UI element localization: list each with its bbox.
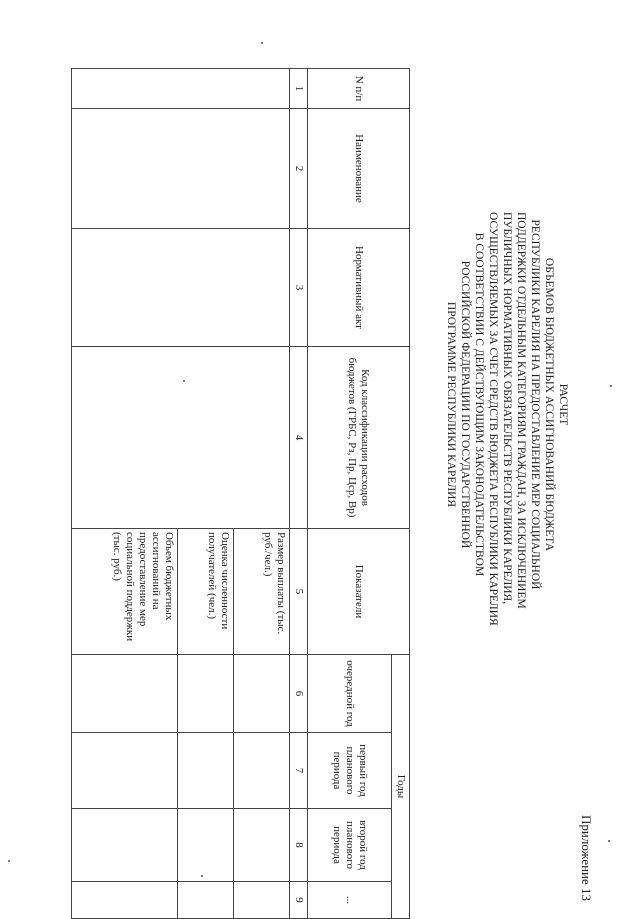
scan-speck — [261, 42, 263, 44]
scan-speck — [610, 385, 612, 387]
title-line: РЕСПУБЛИКИ КАРЕЛИЯ НА ПРЕДОСТАВЛЕНИЕ МЕР СОЦИАЛЬНОЙ — [529, 219, 541, 590]
table-row — [234, 69, 290, 919]
title-line: РОССИЙСКОЙ ФЕДЕРАЦИИ ПО ГОСУДАРСТВЕННОЙ — [459, 260, 471, 549]
indicator-recipients: Оценка численности получателей (чел.) — [178, 529, 234, 655]
header-indicators: Показатели — [308, 529, 410, 655]
column-number: 2 — [290, 109, 308, 229]
scan-speck — [8, 860, 10, 862]
header-year-next: очередной год — [308, 655, 392, 733]
title-line: РАСЧЕТ — [557, 383, 569, 426]
header-name: Наименование — [308, 109, 410, 229]
calculation-table — [71, 68, 410, 919]
header-years: Годы — [392, 655, 410, 919]
title-line: ОСУЩЕСТВЛЯЕМЫХ ЗА СЧЕТ СРЕДСТВ БЮДЖЕТА РЕСПУБЛИКИ КАРЕЛИЯ — [487, 212, 499, 626]
column-number: 3 — [290, 229, 308, 347]
indicator-payment-size: Размер выплаты (тыс. руб./чел.) — [234, 529, 290, 655]
scan-speck — [608, 840, 610, 842]
title-line: ПРОГРАММЕ РЕСПУБЛИКИ КАРЕЛИЯ — [445, 301, 457, 508]
header-num: N п/п — [308, 69, 410, 109]
column-number: 5 — [290, 529, 308, 655]
title-line: В СООТВЕТСТВИИ С ДЕЙСТВУЮЩИМ ЗАКОНОДАТЕЛЬСТВОМ — [473, 232, 485, 577]
column-number: 6 — [290, 655, 308, 733]
column-number: 4 — [290, 347, 308, 529]
scan-speck — [183, 380, 185, 382]
indicator-budget-volume: Объем бюджетных ассигнований на предоставление мер социальной поддержки (тыс. руб.) — [72, 529, 178, 655]
column-numbers-row — [290, 69, 308, 919]
title-line: ПУБЛИЧНЫХ НОРМАТИВНЫХ ОБЯЗАТЕЛЬСТВ РЕСПУБЛИКИ КАРЕЛИЯ, — [501, 212, 513, 605]
header-act: Нормативный акт — [308, 229, 410, 347]
document-title — [444, 212, 570, 626]
header-year-second: второй год планового периода — [308, 809, 392, 882]
scan-speck — [201, 875, 203, 877]
appendix-label: Приложение 13 — [579, 815, 594, 902]
title-line: ОБЪЕМОВ БЮДЖЕТНЫХ АССИГНОВАНИЙ БЮДЖЕТА — [543, 257, 555, 552]
header-year-first: первый год планового периода — [308, 733, 392, 809]
header-year-more: ... — [308, 882, 392, 919]
column-number: 9 — [290, 882, 308, 919]
header-code: Код классификации расходов бюджетов (ГРБС, Рз, Пр, Цср, Вр) — [308, 347, 410, 529]
column-number: 7 — [290, 733, 308, 809]
column-number: 8 — [290, 809, 308, 882]
column-number: 1 — [290, 69, 308, 109]
title-line: ПОДДЕРЖКИ ОТДЕЛЬНЫМ КАТЕГОРИЯМ ГРАЖДАН, ЗА ИСКЛЮЧЕНИЕМ — [515, 212, 527, 609]
